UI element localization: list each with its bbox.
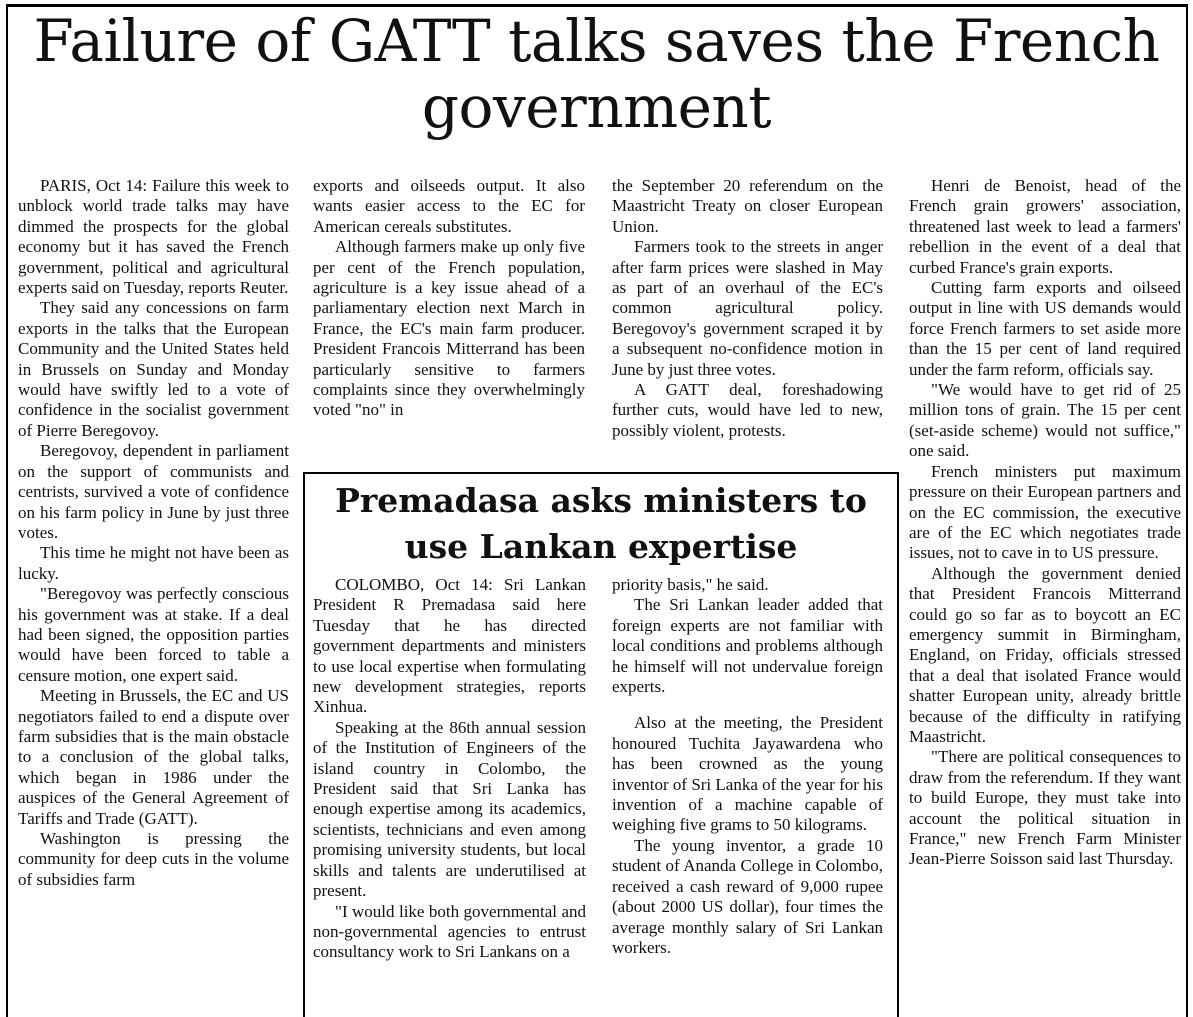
paragraph: Also at the meeting, the President honoured Tuchita Jayawardena who has been crowned as the young inventor of Sri Lanka of the year for his invention of a machine capable of weighing five grams to 50 kilograms.: [612, 713, 883, 835]
paragraph: French ministers put maximum pressure on their European partners and on the EC commission, the executive are of the EC which negotiates trade issues, not to cave in to US pressure.: [909, 461, 1181, 563]
main-article-column-4: [909, 176, 1181, 870]
paragraph: Washington is pressing the community for deep cuts in the volume of subsidies farm: [18, 829, 289, 889]
paragraph: priority basis," he said.: [612, 575, 769, 594]
paragraph: exports and oilseeds output. It also wants easier access to the EC for American cereals substitutes.: [313, 176, 585, 236]
second-headline: Premadasa asks ministers to use Lankan expertise: [335, 481, 867, 566]
paragraph: PARIS, Oct 14: Failure this week to unblock world trade talks may have dimmed the prospects for the global economy but it has saved the French government, political and agricultural experts said on Tuesday, reports Reuter.: [18, 176, 289, 298]
second-article-column-1: [313, 575, 586, 963]
paragraph: The Sri Lankan leader added that foreign experts are not familiar with local conditions and problems although he himself will not undervalue foreign experts.: [612, 595, 883, 697]
main-article-column-2: [313, 176, 585, 421]
second-article-column-2: [612, 575, 883, 958]
paragraph: Meeting in Brussels, the EC and US negotiators failed to end a dispute over farm subsidies that is the main obstacle to a conclusion of the global talks, which began in 1986 under the auspices of the General Agreement of Tariffs and Trade (GATT).: [18, 686, 289, 828]
main-article-column-1: [18, 176, 289, 890]
paragraph: Speaking at the 86th annual session of the Institution of Engineers of the island country in Colombo, the President said that Sri Lanka has enough expertise among its academics, scientists, technicians and even among promising university students, but local skills and talents are underutilised at present.: [313, 717, 586, 901]
right-rule: [1186, 4, 1188, 1017]
paragraph: The young inventor, a grade 10 student of Ananda College in Colombo, received a cash reward of 9,000 rupee (about 2000 US dollar), four times the average monthly salary of Sri Lankan workers.: [612, 835, 883, 957]
paragraph: Although farmers make up only five per cent of the French population, agriculture is a key issue ahead of a parliamentary election next March in France, the EC's main farm producer. President Francois Mitterrand has been particularly sensitive to farmers complaints since they overwhelmingly voted "no" in: [313, 237, 585, 420]
paragraph: This time he might not have been as lucky.: [18, 543, 289, 583]
paragraph: Henri de Benoist, head of the French grain growers' association, threatened last week to lead a farmers' rebellion in the event of a deal that curbed France's grain exports.: [909, 176, 1181, 277]
paragraph: Beregovoy, dependent in parliament on the support of communists and centrists, survived a vote of confidence on his farm policy in June by just three votes.: [18, 441, 289, 542]
paragraph: Farmers took to the streets in anger after farm prices were slashed in May as part of an overhaul of the EC's common agricultural policy. Beregovoy's government scraped it by a subsequent no-confidence motion in June by just three votes.: [612, 237, 883, 379]
main-article-column-3: [612, 176, 883, 441]
main-headline: Failure of GATT talks saves the French government: [33, 7, 1160, 141]
paragraph: the September 20 referendum on the Maastricht Treaty on closer European Union.: [612, 176, 883, 236]
paragraph: "We would have to get rid of 25 million tons of grain. The 15 per cent (set-aside scheme) would not suffice," one said.: [909, 380, 1181, 461]
paragraph: COLOMBO, Oct 14: Sri Lankan President R Premadasa said here Tuesday that he has directed government departments and ministers to use local expertise when formulating new development strategies, reports Xinhua.: [313, 575, 586, 717]
left-rule: [6, 4, 8, 1017]
paragraph: They said any concessions on farm exports in the talks that the European Community and the United States held in Brussels on Sunday and Monday would have swiftly led to a vote of confidence in the socialist government of Pierre Beregovoy.: [18, 298, 289, 440]
paragraph: Although the government denied that President Francois Mitterrand could go so far as to boycott an EC emergency summit in Birmingham, England, on Friday, officials stressed that a deal that isolated France would shatter European unity, already brittle because of the difficulty in ratifying Maastricht.: [909, 563, 1181, 746]
paragraph: Cutting farm exports and oilseed output in line with US demands would force French farmers to set aside more than the 15 per cent of land required under the farm reform, officials say.: [909, 278, 1181, 379]
paragraph: "I would like both governmental and non-governmental agencies to entrust consultancy work to Sri Lankans on a: [313, 901, 586, 962]
paragraph: A GATT deal, foreshadowing further cuts, would have led to new, possibly violent, protests.: [612, 380, 883, 440]
paragraph: "Beregovoy was perfectly conscious his government was at stake. If a deal had been signed, the opposition parties would have been forced to table a censure motion, one expert said.: [18, 584, 289, 685]
paragraph: "There are political consequences to draw from the referendum. If they want to build Europe, they must take into account the political situation in France," new French Farm Minister Jean-Pierre Soisson said last Thursday.: [909, 747, 1181, 869]
